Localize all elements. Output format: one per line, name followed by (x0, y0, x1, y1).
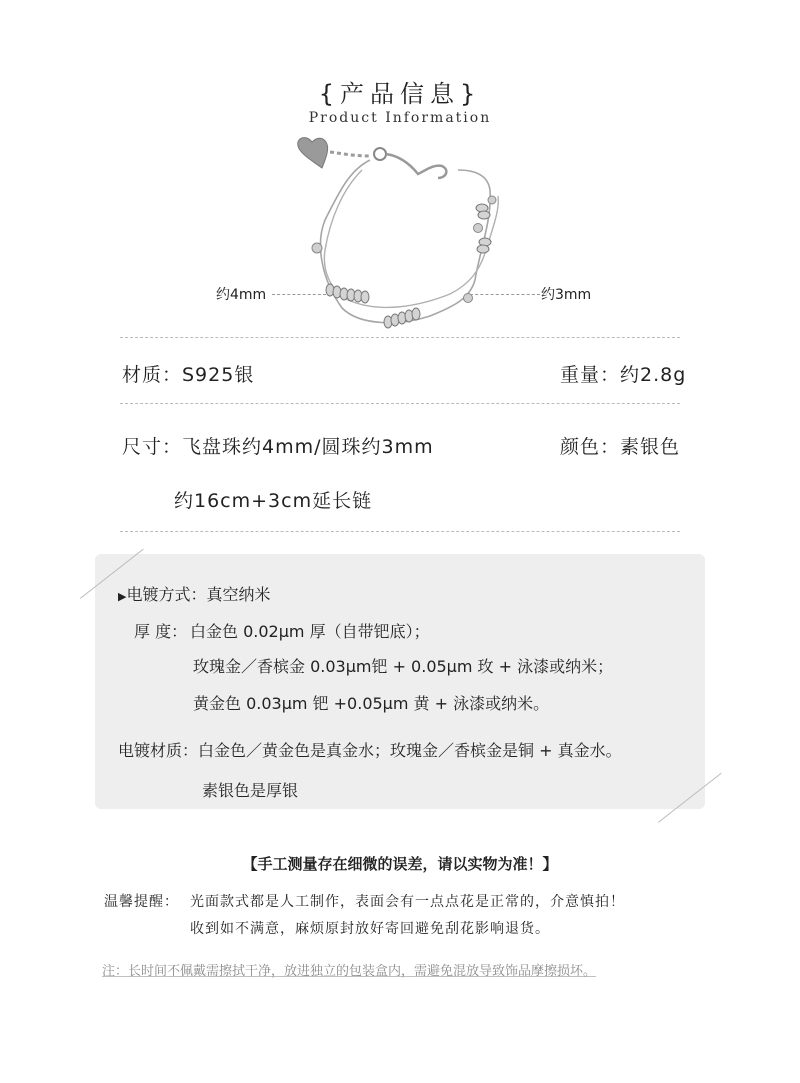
size-spec: 尺寸：飞盘珠约4mm/圆珠约3mm (122, 436, 434, 458)
plating-method (118, 582, 270, 605)
right-dimension-line (470, 294, 540, 295)
left-dimension-line (272, 294, 326, 295)
warm-reminder-label: 温馨提醒： (104, 894, 179, 910)
warm-reminder-line: 收到如不满意，麻烦原封放好寄回避免刮花影响退货。 (190, 921, 550, 937)
divider (120, 403, 680, 404)
material-spec: 材质：S925银 (122, 364, 255, 386)
triangle-bullet-icon: ▶ (118, 590, 127, 603)
thickness-label: 厚 度： (134, 622, 188, 641)
left-dimension-label: 约4mm (216, 287, 267, 303)
heart-charm-icon (298, 138, 328, 168)
section-title: {产品信息} (318, 80, 482, 108)
divider (120, 531, 680, 532)
plating-material: 电镀材质：白金色／黄金色是真金水；玫瑰金／香槟金是铜 + 真金水。 (118, 741, 622, 760)
thickness-line: 玫瑰金／香槟金 0.03μm钯 + 0.05μm 玫 + 泳漆或纳米； (193, 657, 614, 676)
section-subtitle: Product Information (308, 110, 492, 126)
right-dimension-label: 约3mm (541, 287, 592, 303)
bracelet-image (230, 130, 550, 340)
thickness-line: 黄金色 0.03μm 钯 +0.05μm 黄 + 泳漆或纳米。 (193, 694, 550, 713)
clasp (374, 148, 386, 160)
weight-spec: 重量：约2.8g (560, 364, 687, 386)
measurement-notice: 【手工测量存在细微的误差，请以实物为准！】 (242, 855, 558, 873)
thickness-line: 白金色 0.02μm 厚（自带钯底）； (190, 622, 430, 641)
warm-reminder-line: 光面款式都是人工制作，表面会有一点点花是正常的，介意慎拍！ (190, 894, 625, 910)
length-spec: 约16cm+3cm延长链 (174, 490, 373, 512)
extension-chain (330, 152, 370, 156)
color-spec: 颜色：素银色 (560, 436, 681, 458)
plating-material-note: 素银色是厚银 (202, 781, 299, 800)
divider (120, 337, 680, 338)
care-note: 注：长时间不佩戴需擦拭干净，放进独立的包装盒内，需避免混放导致饰品摩擦损坏。 (102, 964, 597, 979)
plating-method-text: 电镀方式：真空纳米 (126, 585, 271, 604)
